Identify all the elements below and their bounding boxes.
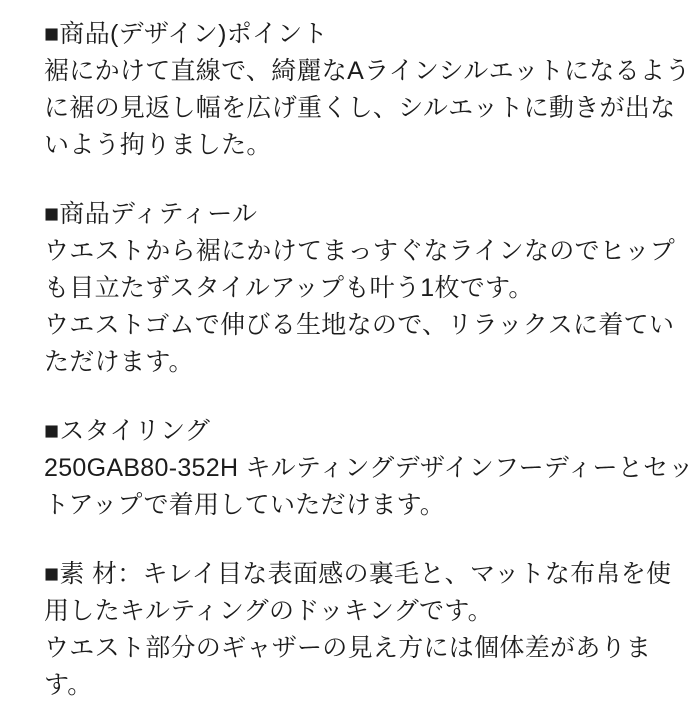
body-line: に裾の見返し幅を広げ重くし、シルエットに動きが出な [44, 94, 676, 122]
section-material [44, 556, 672, 704]
section-product-detail [44, 196, 676, 381]
section-heading: ■素 材：キレイ目な表面感の裏毛と、マットな布帛を使 [44, 560, 672, 588]
section-styling [44, 413, 694, 524]
body-line: 250GAB80-352H キルティングデザインフーディーとセッ [44, 454, 694, 482]
body-line: いよう拘りました。 [44, 131, 272, 159]
body-line: ただけます。 [44, 348, 194, 376]
body-line: ウエスト部分のギャザーの見え方には個体差がありま [44, 634, 652, 662]
body-line: トアップで着用していただけます。 [44, 491, 446, 519]
section-design-point [44, 16, 691, 164]
section-heading: ■スタイリング [44, 417, 211, 445]
section-heading: ■商品(デザイン)ポイント [44, 20, 328, 48]
body-line: す。 [44, 671, 93, 699]
section-heading: ■商品ディティール [44, 200, 258, 228]
body-line: ウエストゴムで伸びる生地なので、リラックスに着てい [44, 311, 675, 339]
body-line: も目立たずスタイルアップも叶う1枚です。 [44, 274, 534, 302]
body-line: 裾にかけて直線で、綺麗なAラインシルエットになるよう [44, 57, 691, 85]
body-line: 用したキルティングのドッキングです。 [44, 597, 493, 625]
body-line: ウエストから裾にかけてまっすぐなラインなのでヒップ [44, 237, 676, 265]
